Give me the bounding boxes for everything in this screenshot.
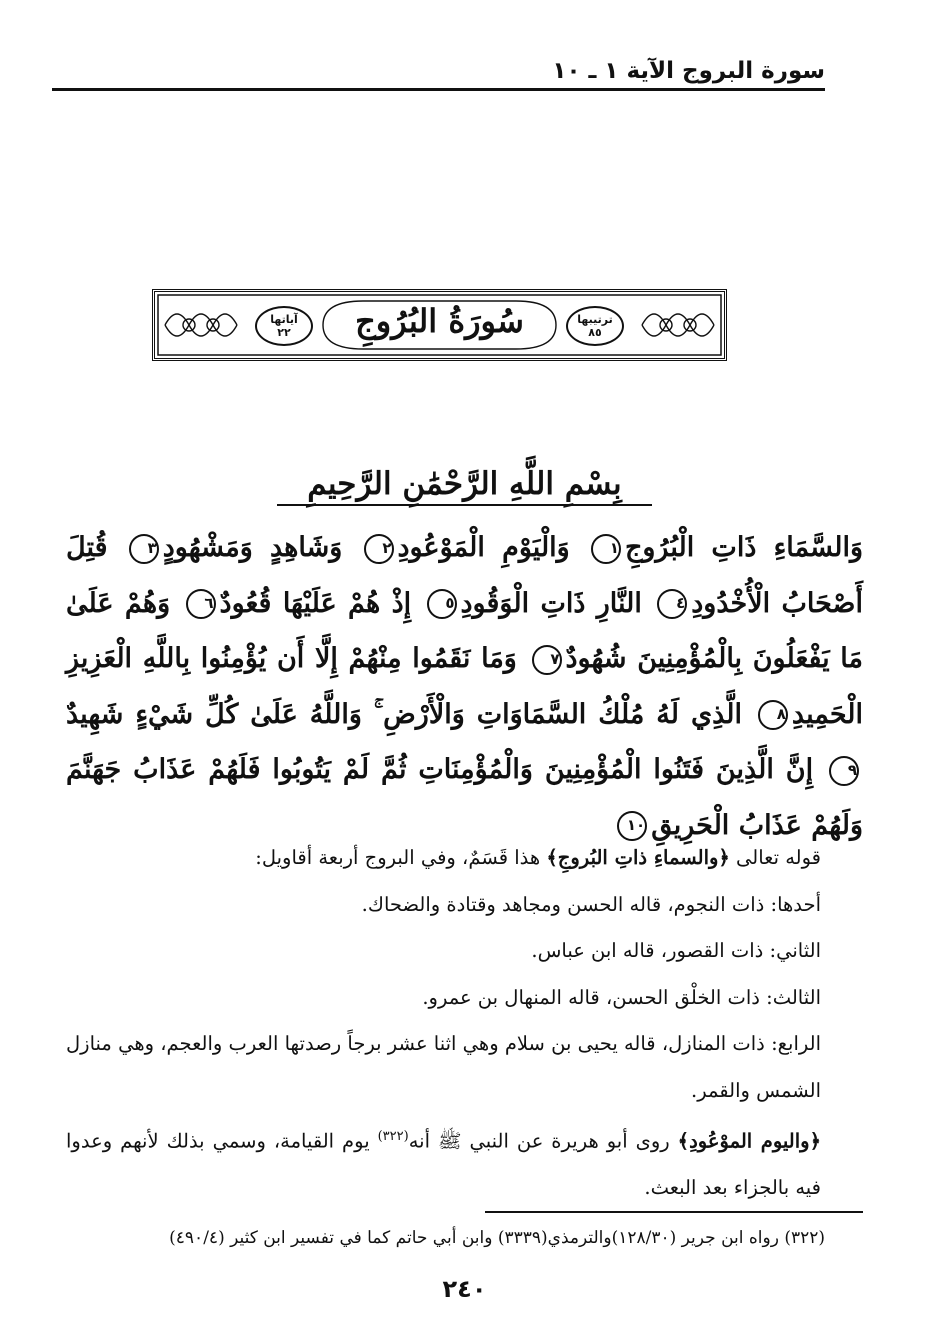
quoted-verse: ﴿والسماءِ ذاتِ البُروجِ﴾ [546,846,730,869]
commentary-text: هذا قَسَمٌ، وفي البروج أربعة أقاويل: [255,846,547,869]
basmala-text: بِسْمِ اللَّهِ الرَّحْمَٰنِ الرَّحِيمِ [277,466,651,506]
surah-order-text: ترتيبها ٨٥ [577,313,613,339]
basmala [0,466,929,502]
header-title: سورة البروج الآية ١ ـ ١٠ [552,58,825,84]
verse-count-text: آياتها ٢٢ [270,313,298,339]
verse-text: النَّارِ ذَاتِ الْوَقُودِ [460,587,642,619]
verse-number: ١ [591,534,621,564]
commentary-text: يوم القيامة، وسمي بذلك لأنهم وعدوا فيه بالجزاء بعد البعث. [66,1129,821,1199]
commentary-text: قوله تعالى [729,846,821,869]
verse-number: ٢ [364,534,394,564]
verse-text: وَمَا نَقَمُوا مِنْهُمْ إِلَّا أَن يُؤْمِنُوا بِاللَّهِ الْعَزِيزِ الْحَمِيدِ [66,643,864,730]
running-header [52,52,825,91]
footnote-divider [485,1211,863,1213]
verse-number: ٣ [129,534,159,564]
verse-number: ٧ [532,645,562,675]
verse-text: الَّذِي لَهُ مُلْكُ السَّمَاوَاتِ وَالْأَرْضِ ۚ وَاللَّهُ عَلَىٰ كُلِّ شَيْءٍ شَهِيدٌ [66,698,742,730]
verse-number: ٤ [657,589,687,619]
verse-number: ٦ [186,589,216,619]
verse-number: ٥ [427,589,457,619]
verse-number: ٨ [758,700,788,730]
page-number: ٢٤٠ [442,1275,487,1303]
quran-verses [66,520,863,853]
verse-text: إِذْ هُمْ عَلَيْهَا قُعُودٌ [219,587,412,619]
commentary-paragraph: الثاني: ذات القصور، قاله ابن عباس. [531,939,821,962]
commentary-paragraph: الثالث: ذات الخلْق الحسن، قاله المنهال بن عمرو. [422,985,821,1009]
tafsir-commentary [66,835,821,1212]
verse-number: ١٠ [617,811,647,841]
footnote-reference: (٣٢٢) [377,1129,409,1144]
verse-number: ٩ [829,756,859,786]
commentary-paragraph [66,835,821,882]
verse-text: إِنَّ الَّذِينَ فَتَنُوا الْمُؤْمِنِينَ وَالْمُؤْمِنَاتِ ثُمَّ لَمْ يَتُوبُوا فَلَهُمْ عَذَابُ جَهَنَّمَ وَلَهُمْ عَذَابُ الْحَرِيقِ [66,754,863,841]
verse-text: وَهُمْ عَلَىٰ مَا يَفْعَلُونَ بِالْمُؤْمِنِينَ شُهُودٌ [66,587,863,674]
verse-text: وَالْيَوْمِ الْمَوْعُودِ [397,532,570,563]
commentary-paragraph: أحدها: ذات النجوم، قاله الحسن ومجاهد وقتادة والضحاك. [361,892,821,916]
surah-banner [152,289,727,361]
footnote: (٣٢٢) رواه ابن جرير (١٢٨/٣٠)والترمذي(٣٣٣٩) وابن أبي حاتم كما في تفسير ابن كثير (٤٩٠/٤) [169,1228,825,1248]
surah-title: سُورَةُ البُرُوجِ [355,302,524,340]
commentary-paragraph [66,1114,821,1212]
commentary-paragraph: الرابع: ذات المنازل، قاله يحيى بن سلام وهي اثنا عشر برجاً رصدتها العرب والعجم، وهي منازل الشمس والقمر. [66,1032,821,1102]
verse-text: وَشَاهِدٍ وَمَشْهُودٍ [162,532,343,563]
verse-text: قُتِلَ أَصْحَابُ الْأُخْدُودِ [66,532,863,619]
verse-text: وَالسَّمَاءِ ذَاتِ الْبُرُوجِ [624,532,863,563]
commentary-text: روى أبو هريرة عن النبي ﷺ أنه [408,1129,678,1153]
quoted-verse: ﴿واليوم الموْعُودِ﴾ [677,1129,821,1153]
